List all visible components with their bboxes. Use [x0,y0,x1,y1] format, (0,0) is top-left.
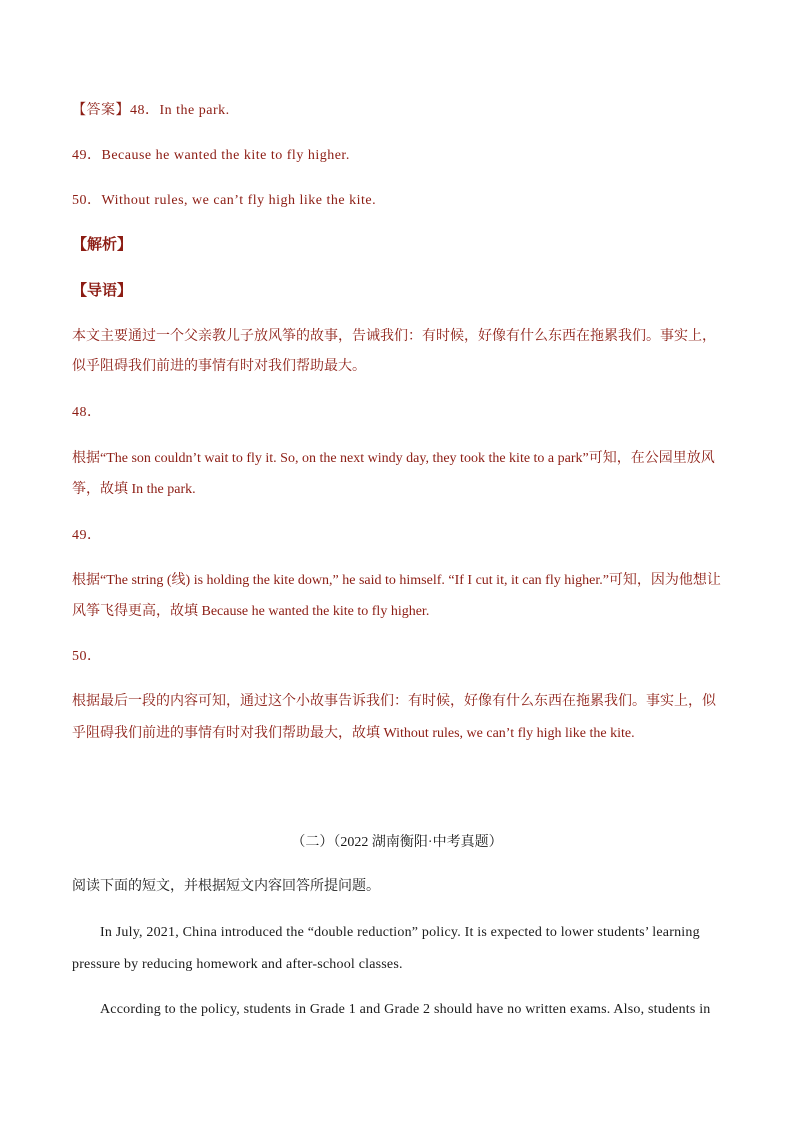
passage-paragraph-2-line-1: According to the policy, students in Grade 1 and Grade 2 should have no written exams. Also, students in [100,1002,711,1017]
answer-48: 【答案】48．In the park. [72,103,230,118]
question-48-explanation-line-1: 根据“The son couldn’t wait to fly it. So, on the next windy day, they took the kite to a park”可知，在公园里放风 [72,451,715,466]
question-50-explanation-line-1: 根据最后一段的内容可知，通过这个小故事告诉我们：有时候，好像有什么东西在拖累我们。事实上，似 [72,694,716,709]
question-49-number: 49． [72,528,102,543]
guide-text-line-1: 本文主要通过一个父亲教儿子放风筝的故事，告诫我们：有时候，好像有什么东西在拖累我们。事实上， [72,329,716,344]
answer-49: 49．Because he wanted the kite to fly higher. [72,148,350,163]
section-2-instruction: 阅读下面的短文，并根据短文内容回答所提问题。 [72,879,380,894]
answer-50: 50．Without rules, we can’t fly high like the kite. [72,193,377,208]
guide-text-line-2: 似乎阻碍我们前进的事情有时对我们帮助最大。 [72,359,366,374]
question-49-explanation-line-1: 根据“The string (线) is holding the kite down,” he said to himself. “If I cut it, it can fly higher.”可知，因为他想让 [72,573,721,588]
guide-heading: 【导语】 [72,283,133,299]
question-50-number: 50． [72,649,102,664]
passage-paragraph-1-line-2: pressure by reducing homework and after-school classes. [72,957,403,972]
section-2-title: （二）（2022 湖南衡阳·中考真题） [291,835,503,850]
analysis-heading: 【解析】 [72,237,133,253]
question-48-explanation-line-2: 筝，故填 In the park. [72,482,196,497]
question-50-explanation-line-2: 乎阻碍我们前进的事情有时对我们帮助最大，故填 Without rules, we can’t fly high like the kite. [72,726,635,741]
question-49-explanation-line-2: 风筝飞得更高，故填 Because he wanted the kite to fly higher. [72,604,430,619]
question-48-number: 48． [72,405,102,420]
passage-paragraph-1-line-1: In July, 2021, China introduced the “double reduction” policy. It is expected to lower students’ learning [100,925,700,940]
